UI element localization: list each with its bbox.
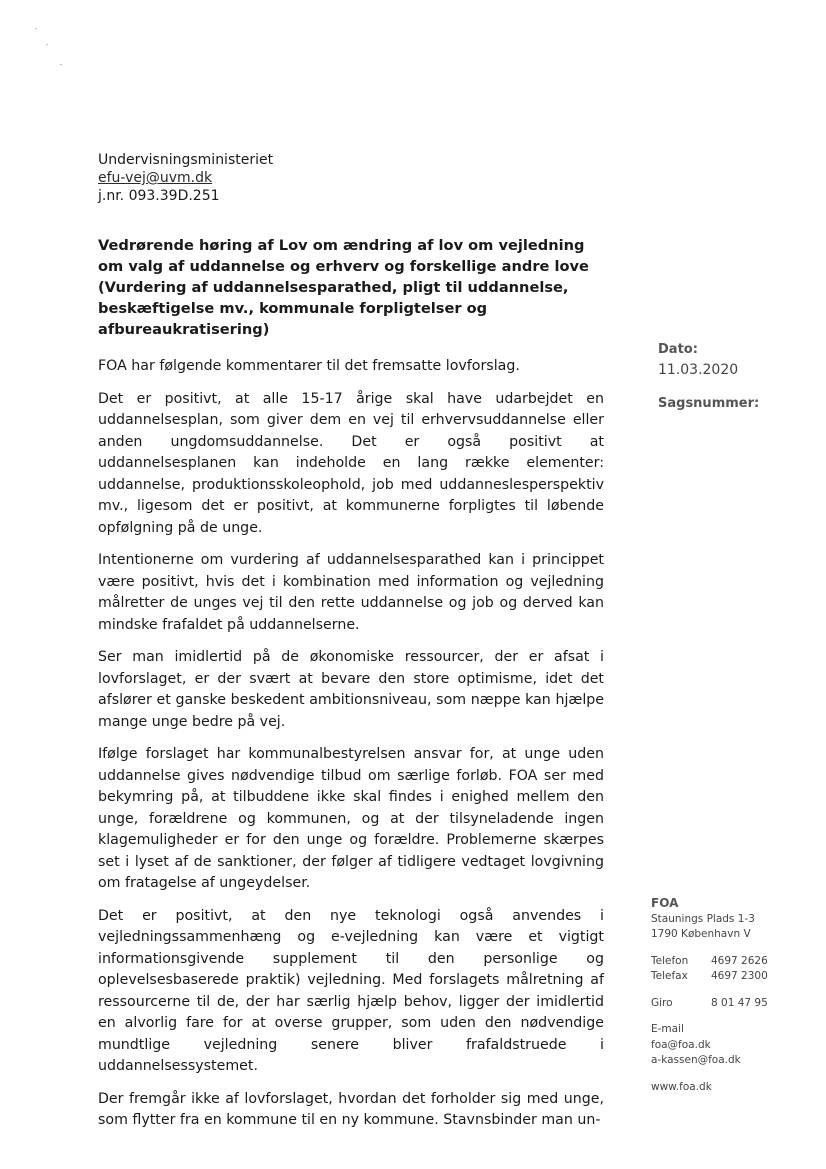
scan-speck: [35, 28, 37, 29]
phone-row: [651, 954, 768, 970]
giro-value: 8 01 47 95: [711, 996, 768, 1009]
sender-website[interactable]: www.foa.dk: [651, 1080, 712, 1093]
body-paragraph: Det er positivt, at alle 15-17 årige skal have udarbejdet en uddannelsesplan, som giver dem en vej til erhvervsuddannelse eller anden ungdomsuddannelse. Det er også positivt at uddannelsesplanen kan indeholde en lang række elementer: uddannelse, produktionsskoleophold, job med uddanneslesperspektiv mv., ligesom det er positivt, at kommunerne forpligtes til løbende opfølgning på de unge.: [98, 390, 604, 536]
phone-value: 4697 2626: [711, 954, 768, 967]
sender-name: FOA: [651, 896, 679, 910]
giro-label: Giro: [651, 996, 673, 1009]
sender-address-block: [651, 896, 768, 1095]
case-number-label: Sagsnummer:: [658, 396, 760, 411]
fax-label: Telefax: [651, 970, 688, 982]
email-label: E-mail: [651, 1023, 684, 1035]
body-paragraph: FOA har følgende kommentarer til det fremsatte lovforslag.: [98, 358, 520, 374]
sender-city: 1790 København V: [651, 928, 751, 940]
body-paragraph: Ifølge forslaget har kommunalbestyrelsen ansvar for, at unge uden uddannelse gives nødvendige tilbud om særlige forløb. FOA ser med bekymring på, at tilbuddene ikke skal findes i enighed mellem den unge, forældrene og kommunen, og at der tilsyneladende ingen klagemuligheder er for den unge og forældre. Problemerne skærpes set i lyset af de sanktioner, der følger af tidligere vedtaget lovgivning om fratagelse af ungeydelser.: [98, 746, 604, 891]
recipient-block: [98, 151, 273, 205]
scan-speck: [60, 64, 62, 65]
phone-label: Telefon: [651, 954, 689, 967]
body-paragraph: Der fremgår ikke af lovforslaget, hvordan det forholder sig med unge, som flytter fra en kommune til en ny kommune. Stavnsbinder man un-: [98, 1090, 604, 1128]
body-paragraph: Det er positivt, at den nye teknologi også anvendes i vejledningssammenhæng og e-vejledning kan være et vigtigt informationsgivende supplement til den personlige og oplevelsesbaserede praktik) vejledning. Med forslagets målretning af ressourcerne til de, der har særlig hjælp behov, ligger der imidlertid en alvorlig fare for at overse grupper, som uden den nødvendige mundtlige vejledning senere bliver frafaldstruede i uddannelsessystemet.: [98, 907, 604, 1074]
subject-heading: Vedrørende høring af Lov om ændring af lov om vejledning om valg af uddannelse og erhverv og forskellige andre love (Vurdering af uddannelsesparathed, pligt til uddannelse, beskæftigelse mv., kommunale forpligtelser og afbureaukratisering): [98, 237, 589, 338]
sender-email-primary[interactable]: foa@foa.dk: [651, 1038, 711, 1051]
document-meta: [658, 340, 759, 414]
sender-street: Staunings Plads 1-3: [651, 912, 755, 925]
date-value: 11.03.2020: [658, 362, 739, 378]
giro-row: [651, 996, 768, 1012]
recipient-ministry: Undervisningsministeriet: [98, 152, 274, 168]
body-paragraph: Ser man imidlertid på de økonomiske ressourcer, der er afsat i lovforslaget, er der svært at bevare den store optimisme, idet det afslører et ganske beskedent ambitionsniveau, som næppe kan hjælpe mange unge bedre på vej.: [98, 649, 604, 730]
scan-speck: [46, 44, 48, 45]
letter-body: [98, 356, 604, 1143]
sender-email-secondary[interactable]: a-kassen@foa.dk: [651, 1054, 741, 1066]
fax-row: [651, 969, 768, 985]
recipient-email-link[interactable]: efu-vej@uvm.dk: [98, 170, 213, 186]
date-label: Dato:: [658, 342, 698, 357]
fax-value: 4697 2300: [711, 970, 768, 982]
body-paragraph: Intentionerne om vurdering af uddannelsesparathed kan i princippet være positivt, hvis det i kombination med information og vejledning målretter de unges vej til den rette uddannelse og job og derved kan mindske frafaldet på uddannelserne.: [98, 552, 604, 633]
journal-number: j.nr. 093.39D.251: [98, 188, 220, 204]
